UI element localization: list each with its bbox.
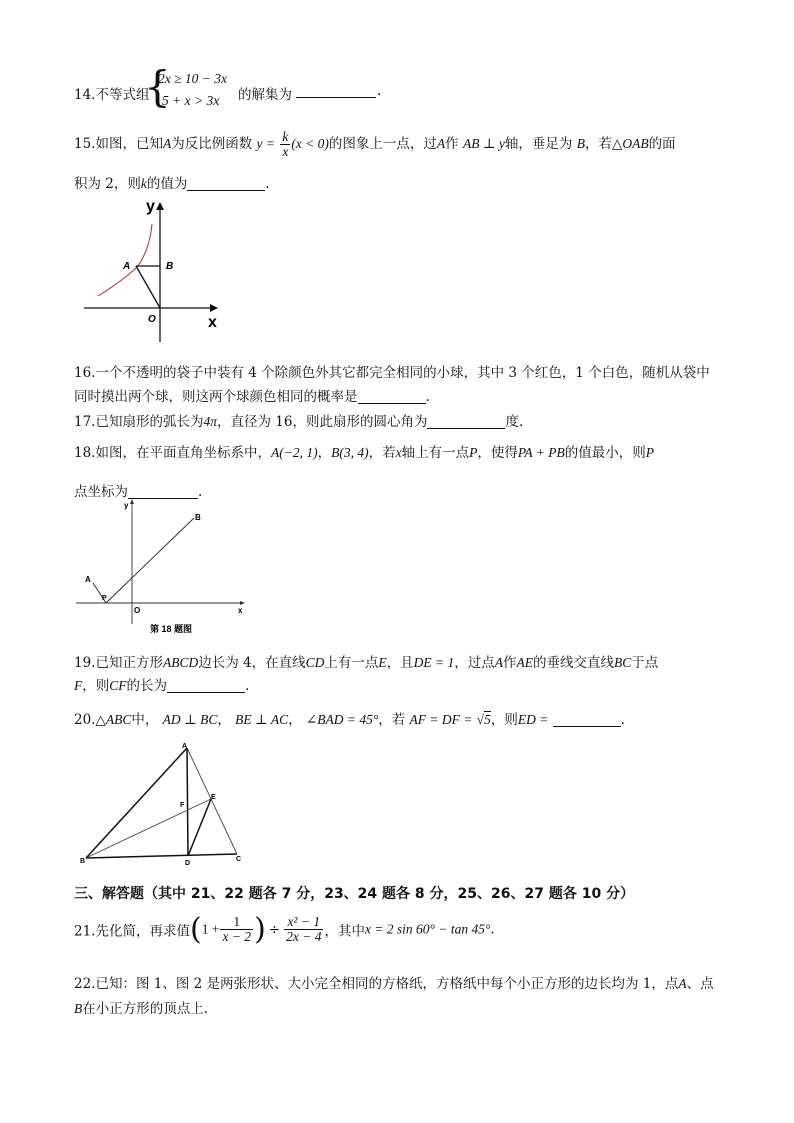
q19-line2: [74, 674, 249, 694]
q20-end: .: [620, 712, 625, 728]
q19-square: ABCD: [162, 655, 199, 670]
q18-label-o: O: [134, 606, 141, 615]
q18-line1: [74, 441, 654, 461]
q17-text: ，直径为 16，则此扇形的圆心角为: [217, 414, 428, 430]
q19-text: 上有一点: [324, 655, 379, 671]
sqrt-icon: √: [476, 712, 485, 727]
q14-prefix: 14.不等式组: [74, 87, 150, 103]
q18-label-p: P: [102, 595, 107, 602]
q15-function: y =: [256, 136, 276, 152]
q18-caption: 第 18 题图: [150, 624, 193, 634]
q21-fraction-2: [284, 915, 323, 944]
q15-line2: [74, 172, 270, 192]
q21-condition: x = 2 sin 60° − tan 45°: [364, 921, 491, 937]
q17-text: 17.已知扇形的弧长为: [74, 414, 204, 430]
q18-y-arrow-icon: [130, 499, 134, 504]
q15-line1: [74, 130, 676, 159]
q14-end: .: [377, 83, 382, 99]
q20-side-bc: [86, 854, 237, 858]
q15-label-o: O: [148, 314, 156, 325]
q18-segment-pb: [106, 518, 194, 603]
q20-cond-2: BE ⊥ AC: [235, 712, 289, 727]
q18-point-a: A(−2, 1): [270, 445, 318, 460]
q20-ed: ED =: [517, 712, 549, 727]
q18-label-a: A: [85, 575, 91, 584]
brace-icon: {: [144, 62, 171, 111]
q18-label-x: x: [238, 606, 243, 615]
q15-hyperbola: [98, 224, 152, 296]
q20-figure: [74, 737, 259, 869]
q20-cond-1: AD ⊥ BC: [162, 712, 218, 727]
q18-text: 18.如图，在平面直角坐标系中，: [74, 445, 271, 461]
q21-end: .: [490, 921, 495, 938]
q19-answer-blank[interactable]: [167, 678, 245, 693]
q20-sqrt: [477, 711, 491, 727]
q16-end: .: [425, 389, 430, 405]
q15-condition: (x < 0): [291, 136, 329, 152]
q20-text: ，则: [490, 712, 518, 728]
q21-divide: ÷: [268, 921, 281, 938]
q20-cond-3: ∠BAD = 45°: [305, 712, 379, 727]
q18-sum: PA + PB: [517, 445, 565, 460]
q15-var-a: A: [436, 136, 446, 152]
q18-text: 点坐标为: [74, 484, 128, 500]
q15-label-a: A: [123, 261, 131, 272]
q15-text: 的面: [648, 136, 676, 153]
q16-answer-blank[interactable]: [358, 389, 426, 404]
q22-line2: [74, 997, 208, 1017]
q14-inequality-1: 2x ≥ 10 − 3x: [158, 71, 228, 86]
q15-var-a: A: [162, 136, 172, 152]
q19-var-e: E: [378, 655, 387, 670]
q15-x-arrow-icon: [210, 304, 218, 312]
q22-line1: [74, 972, 714, 992]
q15-fraction-den: x: [282, 144, 289, 160]
q18-var-p: P: [469, 445, 478, 460]
q18-point-b: B(3, 4): [331, 445, 369, 460]
right-paren-icon: ): [254, 912, 266, 947]
q17-answer-blank[interactable]: [427, 414, 505, 429]
left-paren-icon: (: [189, 912, 202, 947]
q22-text: 22.已知：图 1、图 2 是两张形状、大小完全相同的方格纸，方格纸中每个小正方形的边长均为 1，点: [74, 976, 679, 992]
q20-label-b: B: [80, 858, 86, 865]
q19-condition: DE = 1: [413, 655, 455, 670]
q15-text: 的图象上一点，过: [328, 136, 437, 153]
q15-text: 的值为: [146, 176, 188, 192]
q15-text: 15.如图，已知: [74, 136, 163, 153]
q16-line2: [74, 385, 430, 405]
q20-altitude-ad: [187, 748, 188, 856]
q19-text: ，过点: [454, 655, 495, 671]
q22-var-a: A: [678, 976, 687, 991]
q15-var-b: B: [576, 136, 585, 152]
q19-text: ，且: [386, 655, 414, 671]
section3-title: 三、解答题（其中 21、22 题各 7 分，23、24 题各 8 分，25、26、27 题各 10 分）: [74, 886, 635, 902]
q19-text: 19.已知正方形: [74, 655, 163, 671]
q16-line1: 16.一个不透明的袋子中装有 4 个除颜色外其它都完全相同的小球，其中 3 个红色，1 个白色，随机从袋中: [74, 365, 710, 381]
q15-var-k: k: [140, 176, 147, 191]
q15-figure: [80, 196, 230, 346]
q20-sep: ，: [288, 712, 302, 728]
q19-text: 于点: [631, 655, 659, 671]
q15-text: 轴，垂足为: [504, 136, 573, 153]
q14-suffix: 的解集为: [238, 87, 292, 103]
q20: [74, 708, 625, 728]
q19-seg-cf: CF: [109, 678, 127, 693]
q20-label-e: E: [211, 794, 216, 801]
q22-text: 在小正方形的顶点上.: [82, 1001, 209, 1017]
q21-fraction-1: [220, 915, 253, 944]
q15-text: ，若: [584, 136, 612, 153]
q15-segment-ao: [136, 266, 160, 308]
q19-var-a: A: [494, 655, 503, 670]
q21: [74, 912, 495, 958]
q18-label-y: y: [124, 501, 129, 510]
q19-line-bc: BC: [614, 655, 632, 670]
q21-fraction-1-num: 1: [220, 915, 253, 930]
q20-side-ab: [86, 748, 187, 858]
q15-text: 积为 2，则: [74, 176, 141, 192]
q15-label-x: x: [208, 314, 217, 331]
q20-label-f: F: [180, 802, 185, 809]
q19-text: 的垂线交直线: [533, 655, 614, 671]
q14: [74, 62, 474, 114]
q20-text: 20.: [74, 712, 96, 728]
q15-fraction: [280, 130, 290, 159]
q21-fraction-1-den: x − 2: [222, 929, 252, 944]
q17: [74, 410, 523, 430]
q15-y-arrow-icon: [156, 202, 164, 210]
q21-fraction-2-den: 2x − 4: [286, 929, 322, 944]
q20-label-c: C: [236, 856, 242, 863]
q20-segment-be: [86, 799, 211, 858]
q19-line1: [74, 651, 658, 671]
q19-var-f: F: [74, 678, 83, 693]
q18-label-b: B: [195, 513, 201, 522]
q20-segment-de: [188, 799, 211, 856]
q15-triangle: △OAB: [611, 136, 649, 152]
q20-equation: AF = DF =: [409, 712, 473, 727]
q19-text: 的长为: [126, 678, 168, 694]
q19-text: 边长为 4，在直线: [198, 655, 306, 671]
q15-label-y: y: [146, 198, 155, 215]
q18-figure: [70, 496, 260, 642]
q20-radicand: 5: [484, 712, 491, 727]
q15-fraction-num: k: [282, 129, 289, 144]
q20-label-d: D: [185, 860, 191, 867]
q21-text: 21.先化简，再求值: [74, 923, 190, 940]
q20-label-a: A: [182, 743, 188, 750]
q18-var-x: x: [395, 445, 402, 460]
q15-end: .: [265, 176, 270, 192]
q21-fraction-2-num: x² − 1: [284, 915, 323, 930]
q18-var-p: P: [645, 445, 654, 460]
q15-text: 为反比例函数: [171, 136, 253, 153]
q20-answer-blank[interactable]: [553, 712, 621, 727]
q19-end: .: [245, 678, 250, 694]
q15-answer-blank[interactable]: [187, 176, 265, 191]
q21-text: ，其中: [324, 923, 365, 940]
q15-text: 作: [445, 136, 459, 153]
q15-label-b: B: [166, 261, 174, 272]
q14-inequality-2: 5 + x > 3x: [162, 93, 220, 108]
q19-line-cd: CD: [305, 655, 325, 670]
q20-sep: ，: [217, 712, 231, 728]
q15-perpendicular: AB ⊥ y: [462, 136, 505, 152]
q18-end: .: [198, 484, 203, 500]
q20-text: ，若: [378, 712, 406, 728]
q18-x-arrow-icon: [240, 601, 245, 605]
q19-text: 作: [503, 655, 517, 671]
q14-answer-blank[interactable]: [296, 83, 376, 98]
q20-triangle: △ABC: [95, 712, 132, 727]
q19-line-ae: AE: [516, 655, 533, 670]
q18-text: 轴上有一点: [401, 445, 470, 461]
q20-text: 中，: [131, 712, 159, 728]
q21-one-plus: 1 +: [201, 921, 220, 937]
q22-text: 、点: [686, 976, 714, 992]
q17-arc: 4π: [203, 414, 217, 429]
q22-var-b: B: [74, 1001, 83, 1016]
q19-text: ，则: [82, 678, 110, 694]
q18-sep: ，: [317, 445, 332, 461]
q18-text: 的值最小，则: [564, 445, 646, 461]
q18-text: ，若: [368, 445, 396, 461]
q14-system: [144, 62, 234, 114]
q16-text: 同时摸出两个球，则这两个球颜色相同的概率是: [74, 389, 358, 405]
q17-text: 度.: [505, 414, 524, 430]
q18-text: ，使得: [477, 445, 518, 461]
